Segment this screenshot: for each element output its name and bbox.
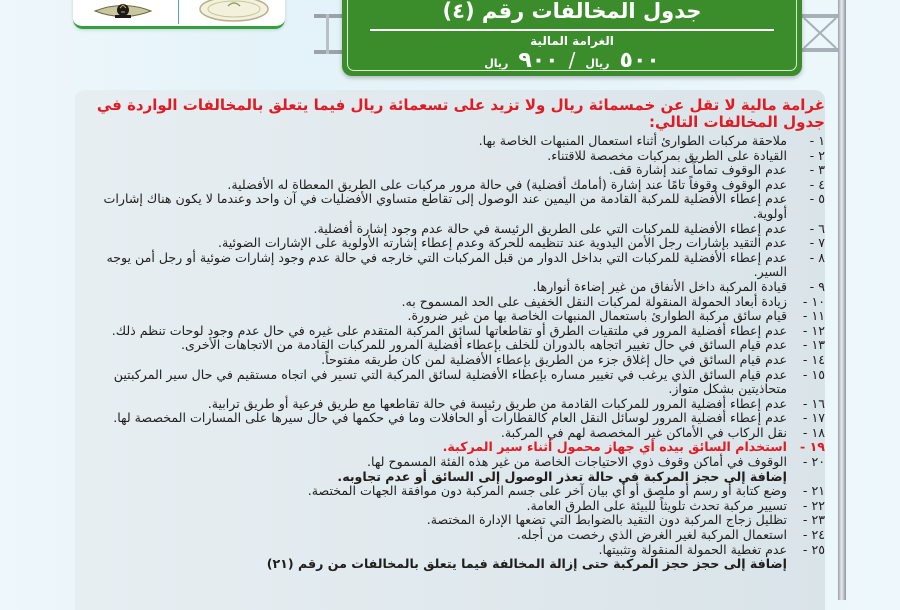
violation-number: ٢٣ - [802,512,825,528]
violation-text: قيادة المركبة داخل الأنفاق من غير إضاءة أنوارها. [532,278,787,294]
intro-text: غرامة مالية لا تقل عن خمسمائة ريال ولا تزيد على تسعمائة ريال فيما يتعلق بالمخالفات الواردة في جدول المخالفات التالي: [96,96,825,131]
violation-text: عدم قيام السائق الذي يرغب في تغيير مساره بإعطاء الأفضلية لسائق المركبة التي تسير في اتجاه مستقيم في حال سير المركبتين متحاذيتين بشكل متواز. [113,366,787,397]
violation-item [90,295,825,310]
violation-number: ٤ - [809,176,825,192]
violation-number: ٢١ - [802,483,825,499]
violation-item [90,543,825,558]
violation-text: عدم التقيد بإشارات رجل الأمن اليدوية عند تنظيمه للحركة وعدم إعطاء إشارته الأولوية على الإشارات الضوئية. [218,235,787,251]
violation-text: عدم الوقوف تماماً عند إشارة قف. [608,162,787,178]
violation-number: ٢٠ - [802,454,825,470]
violation-text: قيام سائق مركبة الطوارئ باستعمال المنبهات الخاصة بها من غير ضرورة. [407,308,787,324]
violation-text: عدم إعطاء الأفضلية للمركبة القادمة من اليمين عند الوصول إلى تقاطع متساوي الأفضليات في آن واحد وعندما لا يكون هناك إشارات أولوية. [103,191,787,221]
violation-number: ١١ - [802,308,825,324]
violation-item [90,134,825,149]
violation-item [90,192,825,221]
violation-item [90,353,825,368]
violation-text: عدم قيام السائق في حال تغيير اتجاهه بالدوران للخلف بإعطاء أفضلية المرور للمركبات القادمة من الاتجاهات الأخرى. [181,337,787,353]
violation-number: ١٥ - [802,366,825,382]
violation-number: ٨ - [809,249,825,265]
violation-item [90,222,825,237]
traffic-emblem-logo [93,2,153,20]
sign-subtitle: الغرامة المالية [530,34,614,48]
violation-text: عدم قيام السائق في حال إغلاق جزء من الطريق بإعطاء الأفضلية لمن كان طريقه مفتوحاً. [321,351,787,367]
violation-text: استعمال المركبة لغير الغرض الذي رخصت من أجله. [516,527,787,543]
violation-item [90,149,825,164]
violation-item [90,455,825,470]
violation-item [90,499,825,514]
violation-text: وضع كتابة أو رسم أو ملصق أو أي بيان آخر على جسم المركبة دون موافقة الجهات المختصة. [307,483,787,499]
violation-number: ٢٤ - [802,527,825,543]
violation-text: عدم إعطاء الأفضلية للمركبات التي على الطريق الرئيسة في حالة عدم وجود إشارة أفضلية. [313,220,787,236]
violation-item [90,528,825,543]
fine-range [342,48,802,73]
violation-text: تظليل زجاج المركبة دون التقيد بالضوابط التي تضعها الإدارة المختصة. [426,512,787,528]
violations-list [90,134,825,557]
violation-item [90,513,825,528]
violation-number: ١٦ - [802,395,825,411]
violation-text: عدم تغطية الحمولة المنقولة وتثبيتها. [598,541,787,557]
violation-number: ١٨ - [802,424,825,440]
fines-sign [342,0,802,76]
violation-text: عدم إعطاء أفضلية المرور لوسائل النقل العام كالقطارات أو الحافلات وما في حكمها في حال سيرها على المسارات المخصصة لها. [113,410,787,426]
violation-number: ٥ - [809,191,825,207]
violation-number: ٢ - [809,147,825,163]
violation-number: ١٣ - [802,337,825,353]
sign-pole [838,0,846,600]
violation-text: استخدام السائق بيده أي جهاز محمول أثناء سير المركبة. [442,439,787,455]
violation-extra-note: إضافة إلى حجز المركبة في حالة تعذر الوصول إلى السائق أو عدم تجاوبه. [337,468,787,484]
violation-number: ١٠ - [802,293,825,309]
violation-text: تسيير مركبة تحدث تلويثاً للبيئة على الطرق العامة. [526,497,787,513]
violation-text: زيادة أبعاد الحمولة المنقولة لمركبات النقل الخفيف على الحد المسموح به. [401,293,787,309]
violation-number: ١٤ - [802,351,825,367]
footer-note: إضافة إلى حجز حجز المركبة حتى إزالة المخالفة فيما يتعلق بالمخالفات من رقم (٢١) [266,556,787,572]
violation-text: عدم إعطاء أفضلية المرور للمركبات القادمة من طريق رئيسة في حالة تقاطعها مع طريق فرعية أو طريق ترابية. [207,395,787,411]
violation-number: ٦ - [809,220,825,236]
violation-item [90,163,825,178]
fine-separator: / [568,48,576,72]
violation-text: عدم إعطاء أفضلية المرور في ملتقيات الطرق أو تقاطعاتها لسائق المركبة المتقدم على غيره في حال عدم وجود لوحات تنظم ذلك. [111,322,787,338]
min-fine: ٥٠٠ [619,48,660,73]
seal-emblem-logo [198,0,270,22]
violation-item [90,440,825,455]
violation-text: الوقوف في أماكن وقوف ذوي الاحتياجات الخاصة من غير هذه الفئة المسموح لها. [366,454,787,470]
sign-divider [370,29,774,31]
violation-number: ٢٢ - [802,497,825,513]
logo-card [73,0,285,29]
violation-item [90,178,825,193]
violation-number: ١٩ - [800,439,825,455]
min-fine-currency: ريال [585,57,610,70]
violation-item [90,338,825,353]
violation-number: ٧ - [809,235,825,251]
violation-item [90,309,825,324]
logo-divider [178,0,179,24]
violation-item [90,484,825,499]
violation-item [90,236,825,251]
violation-number: ١٧ - [802,410,825,426]
sign-bracket-right [802,4,840,56]
violation-number: ٩ - [809,278,825,294]
sign-title: جدول المخالفات رقم (٤) [442,0,702,23]
violation-item [90,411,825,426]
violation-item [90,280,825,295]
violation-number: ١ - [809,133,825,148]
sign-bracket-left [314,10,344,58]
violation-number: ١٢ - [802,322,825,338]
violation-text: القيادة على الطريق بمركبات مخصصة للاقتناء. [547,147,787,163]
violation-item [90,251,825,280]
violations-content [90,97,825,572]
violation-text: عدم إعطاء الأفضلية للمركبات التي بداخل الدوار من قبل المركبات التي خارجه في حالة عدم وجود إشارات ضوئية أو رجل أمن يوجه السير. [106,249,787,280]
violation-number: ٣ - [809,162,825,178]
violation-text: عدم الوقوف وقوفاً تامًا عند إشارة (أمامك أفضلية) في حالة مرور مركبات على الطريق المعطاة له الأفضلية. [227,176,787,192]
violation-text: نقل الركاب في الأماكن غير المخصصة لهم في المركبة. [500,424,787,440]
max-fine-currency: ريال [484,57,509,70]
max-fine: ٩٠٠ [518,48,559,73]
violation-item [90,368,825,397]
violation-number: ٢٥ - [802,541,825,557]
violation-text: ملاحقة مركبات الطوارئ أثناء استعمال المنبهات الخاصة بها. [478,133,787,148]
